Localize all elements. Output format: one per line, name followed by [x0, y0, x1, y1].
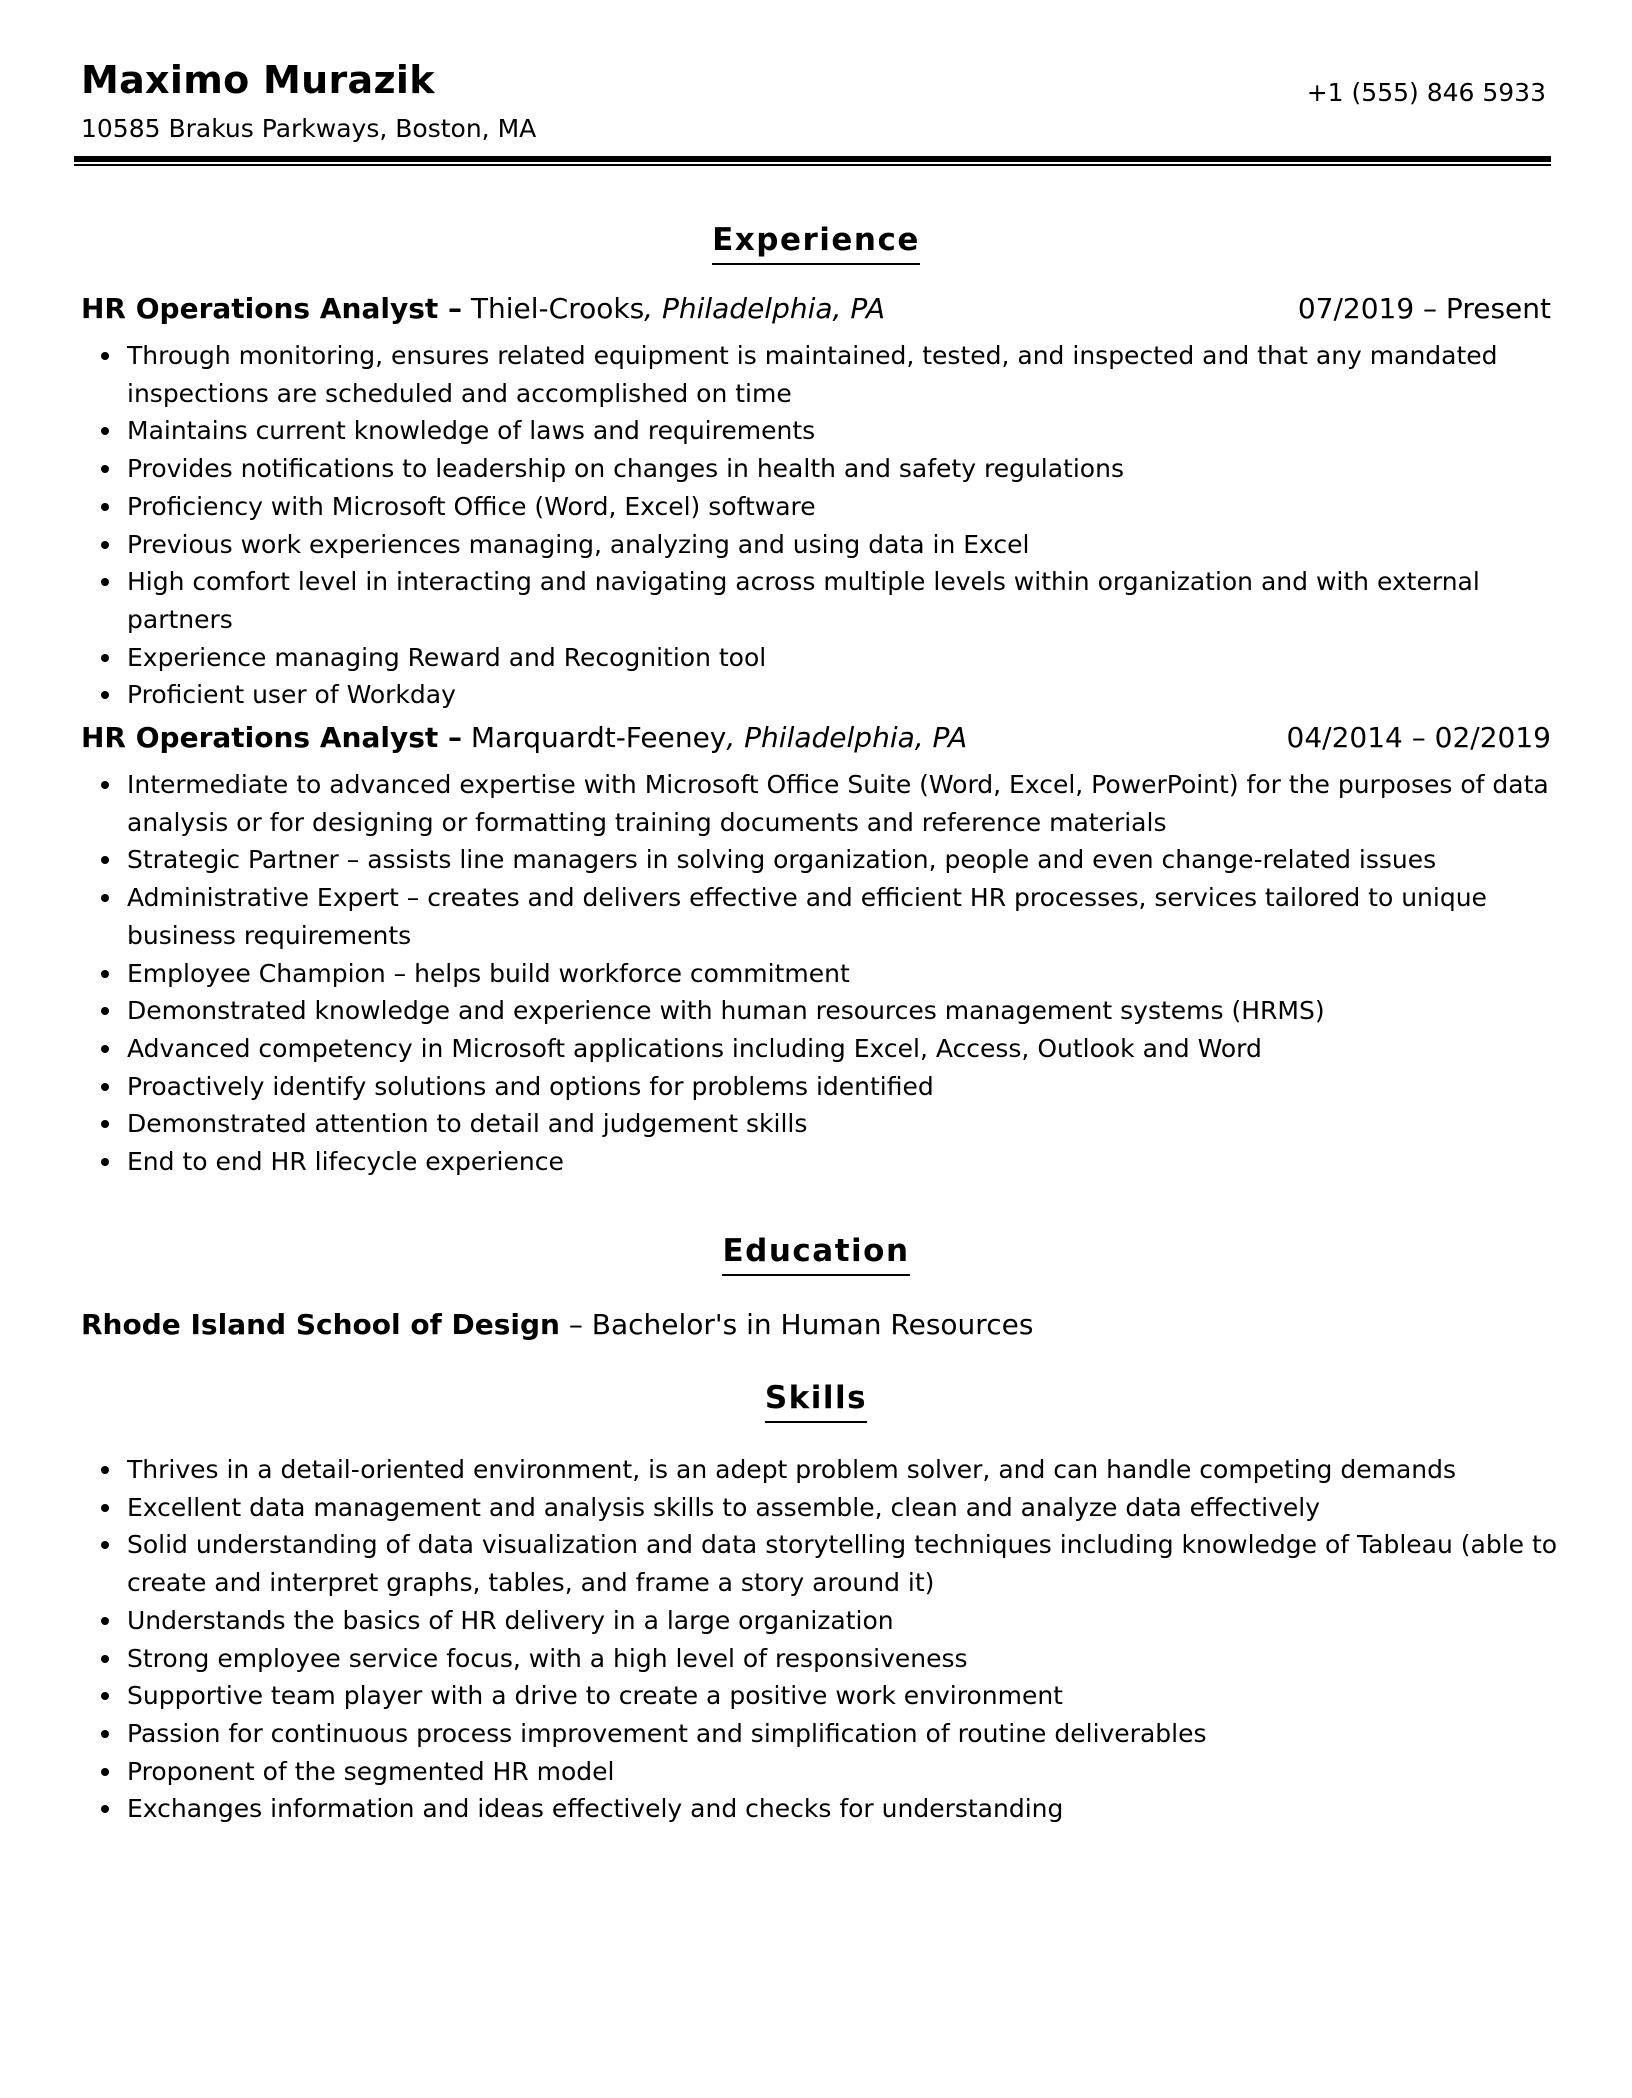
- list-item: Excellent data management and analysis skills to assemble, clean and analyze data effectively: [81, 1489, 1572, 1527]
- job-title: HR Operations Analyst –: [81, 721, 462, 754]
- list-item: High comfort level in interacting and navigating across multiple levels within organization and with external partners: [81, 563, 1572, 638]
- skills-heading: [0, 1380, 1632, 1423]
- job-heading-line: [81, 292, 885, 326]
- degree: – Bachelor's in Human Resources: [559, 1308, 1034, 1341]
- list-item: Demonstrated attention to detail and judgement skills: [81, 1105, 1572, 1143]
- list-item: Maintains current knowledge of laws and requirements: [81, 412, 1572, 450]
- skills-list: [81, 1451, 1572, 1828]
- skills-heading-text: Skills: [765, 1380, 867, 1423]
- experience-heading: [0, 222, 1632, 265]
- school-name: Rhode Island School of Design: [81, 1308, 560, 1341]
- candidate-phone: +1 (555) 846 5933: [1306, 78, 1546, 107]
- list-item: Proactively identify solutions and options for problems identified: [81, 1068, 1572, 1106]
- list-item: Demonstrated knowledge and experience with human resources management systems (HRMS): [81, 992, 1572, 1030]
- list-item: Passion for continuous process improvement and simplification of routine deliverables: [81, 1715, 1572, 1753]
- candidate-address: 10585 Brakus Parkways, Boston, MA: [81, 114, 537, 143]
- education-heading-text: Education: [722, 1233, 909, 1276]
- list-item: Understands the basics of HR delivery in a large organization: [81, 1602, 1572, 1640]
- job-location: , Philadelphia, PA: [726, 721, 968, 754]
- job-location: , Philadelphia, PA: [644, 292, 885, 325]
- job-header: [81, 721, 1551, 755]
- header-divider-thin: [74, 164, 1551, 166]
- job-company: Marquardt-Feeney: [470, 721, 727, 754]
- list-item: Advanced competency in Microsoft applications including Excel, Access, Outlook and Word: [81, 1030, 1572, 1068]
- list-item: Exchanges information and ideas effectively and checks for understanding: [81, 1790, 1572, 1828]
- list-item: Provides notifications to leadership on changes in health and safety regulations: [81, 450, 1572, 488]
- list-item: Experience managing Reward and Recognition tool: [81, 639, 1572, 677]
- job-bullets: [81, 766, 1572, 1181]
- list-item: Thrives in a detail-oriented environment, is an adept problem solver, and can handle competing demands: [81, 1451, 1572, 1489]
- list-item: Strong employee service focus, with a high level of responsiveness: [81, 1640, 1572, 1678]
- job-title: HR Operations Analyst –: [81, 292, 462, 325]
- list-item: Intermediate to advanced expertise with Microsoft Office Suite (Word, Excel, PowerPoint) for the purposes of data analysis or for designing or formatting training documents and reference materials: [81, 766, 1572, 841]
- list-item: Proficiency with Microsoft Office (Word, Excel) software: [81, 488, 1572, 526]
- list-item: Supportive team player with a drive to create a positive work environment: [81, 1677, 1572, 1715]
- job-dates: 07/2019 – Present: [1297, 292, 1551, 325]
- education-entry: [81, 1308, 1033, 1342]
- list-item: Employee Champion – helps build workforce commitment: [81, 955, 1572, 993]
- list-item: Proponent of the segmented HR model: [81, 1753, 1572, 1791]
- list-item: Proficient user of Workday: [81, 676, 1572, 714]
- job-bullets: [81, 337, 1572, 714]
- list-item: Administrative Expert – creates and delivers effective and efficient HR processes, services tailored to unique business requirements: [81, 879, 1572, 954]
- education-heading: [0, 1233, 1632, 1276]
- job-company: Thiel-Crooks: [470, 292, 645, 325]
- job-dates: 04/2014 – 02/2019: [1286, 721, 1551, 754]
- header-divider-thick: [74, 156, 1551, 162]
- list-item: End to end HR lifecycle experience: [81, 1143, 1572, 1181]
- list-item: Through monitoring, ensures related equipment is maintained, tested, and inspected and that any mandated inspections are scheduled and accomplished on time: [81, 337, 1572, 412]
- candidate-name: Maximo Murazik: [81, 58, 435, 102]
- job-header: [81, 292, 1551, 326]
- list-item: Previous work experiences managing, analyzing and using data in Excel: [81, 526, 1572, 564]
- experience-heading-text: Experience: [712, 222, 920, 265]
- job-heading-line: [81, 721, 967, 755]
- list-item: Solid understanding of data visualization and data storytelling techniques including knowledge of Tableau (able to create and interpret graphs, tables, and frame a story around it): [81, 1526, 1572, 1601]
- list-item: Strategic Partner – assists line managers in solving organization, people and even change-related issues: [81, 841, 1572, 879]
